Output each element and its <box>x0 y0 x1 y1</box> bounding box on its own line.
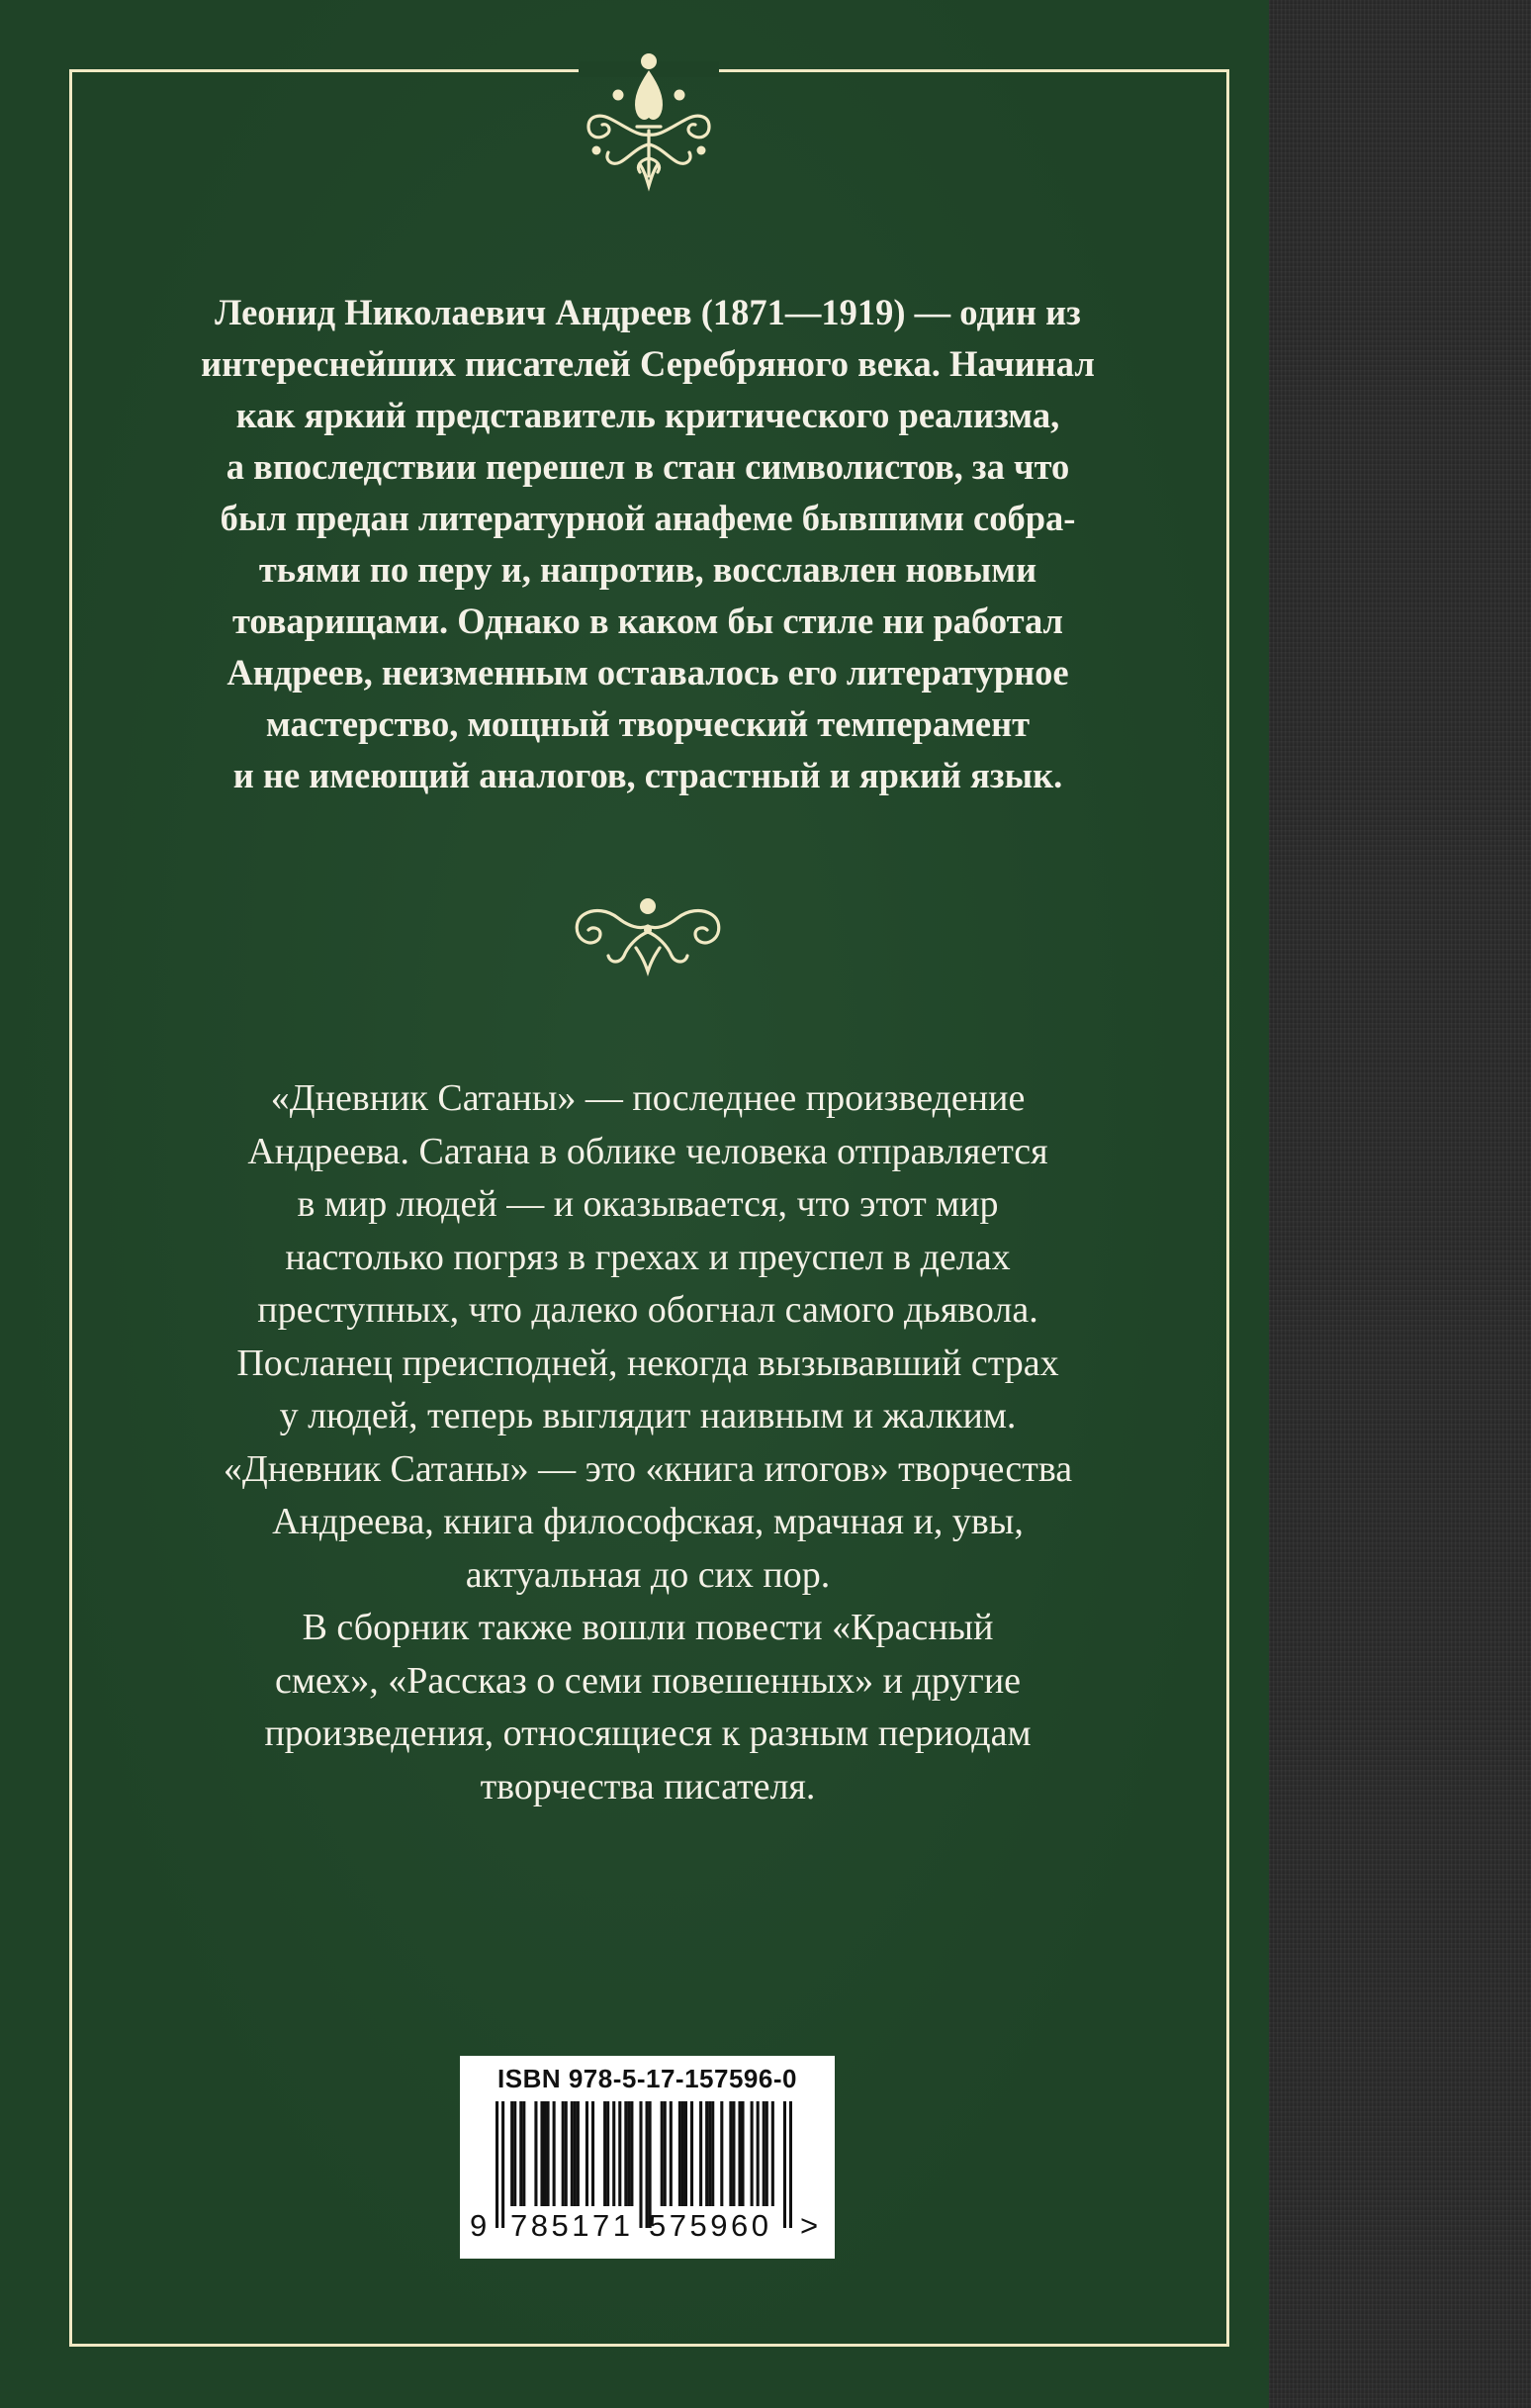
barcode-bar <box>591 2101 594 2206</box>
barcode-bar <box>729 2101 732 2206</box>
barcode-bar <box>664 2101 667 2206</box>
barcode-bar <box>681 2101 684 2206</box>
barcode-bar <box>510 2101 513 2206</box>
barcode-bar <box>612 2101 615 2206</box>
barcode-bar <box>513 2101 516 2206</box>
barcode-bar <box>705 2101 708 2206</box>
barcode-bar <box>501 2101 504 2228</box>
bio-line: мастерство, мощный творческий темперамент <box>265 703 1031 744</box>
barcode-bar <box>661 2101 664 2206</box>
barcode-bar <box>670 2101 673 2206</box>
bio-line: как яркий представитель критического реализма, <box>235 395 1060 435</box>
barcode-arrow: > <box>800 2208 819 2243</box>
spine-texture <box>1269 0 1531 2408</box>
barcode-left-digits: 785171 <box>510 2208 634 2243</box>
barcode-bar <box>783 2101 786 2228</box>
barcode-bar <box>690 2101 693 2206</box>
description-line: произведения, относящиеся к разным периодам <box>264 1713 1032 1754</box>
barcode-bar <box>757 2101 760 2206</box>
barcode-bar <box>708 2101 711 2206</box>
fleur-ornament-icon <box>581 47 717 192</box>
barcode-bar <box>543 2101 546 2206</box>
barcode-bar <box>547 2101 550 2206</box>
barcode-bar <box>534 2101 537 2206</box>
barcode-bar <box>738 2101 741 2206</box>
barcode-bar <box>562 2101 565 2206</box>
barcode-bar <box>789 2101 792 2228</box>
description-line: смех», «Рассказ о семи повешенных» и другие <box>274 1659 1022 1702</box>
barcode-bar <box>732 2101 735 2206</box>
description-line: актуальная до сих пор. <box>465 1553 831 1596</box>
description-line: творчества писателя. <box>480 1765 816 1807</box>
bio-line: Леонид Николаевич Андреев (1871—1919) — один из <box>215 292 1081 332</box>
barcode-bar <box>766 2101 768 2206</box>
barcode-first-digit: 9 <box>470 2208 488 2243</box>
barcode-bar <box>519 2101 522 2206</box>
description-line: В сборник также вошли повести «Красный <box>302 1607 994 1648</box>
description-line: настолько погряз в грехах и преуспел в делах <box>285 1236 1011 1278</box>
bio-line: был предан литературной анафеме бывшими собра- <box>220 498 1076 538</box>
bio-line: товарищами. Однако в каком бы стиле ни работал <box>231 601 1064 641</box>
description-line: у людей, теперь выглядит наивным и жалким. <box>279 1395 1017 1436</box>
barcode-bar <box>574 2101 577 2206</box>
book-description <box>99 1072 1197 1813</box>
description-line: в мир людей — и оказывается, что этот мир <box>297 1183 999 1225</box>
barcode-right-digits: 575960 <box>649 2208 772 2243</box>
barcode-bar <box>627 2101 630 2206</box>
barcode-bar <box>522 2101 525 2206</box>
description-line: Андреева, книга философская, мрачная и, увы, <box>272 1501 1024 1542</box>
barcode-bar <box>639 2101 642 2228</box>
barcode-bar <box>711 2101 714 2206</box>
barcode-bar <box>741 2101 744 2206</box>
barcode-bar <box>763 2101 766 2206</box>
barcode-bar <box>684 2101 687 2206</box>
scroll-divider-icon <box>569 886 727 981</box>
barcode-bar <box>565 2101 568 2206</box>
bio-line: Андреев, неизменным оставалось его литературное <box>226 652 1069 693</box>
isbn-barcode <box>460 2056 835 2259</box>
description-line: «Дневник Сатаны» — это «книга итогов» творчества <box>223 1447 1073 1490</box>
barcode-bar <box>751 2101 754 2206</box>
description-line: преступных, что далеко обогнал самого дьявола. <box>257 1289 1038 1331</box>
barcode-bar <box>678 2101 681 2206</box>
barcode-bar <box>618 2101 621 2206</box>
barcode-bar <box>571 2101 574 2206</box>
barcode-bar <box>553 2101 556 2206</box>
barcode-bar <box>585 2101 588 2206</box>
barcode-bar <box>540 2101 543 2206</box>
barcode-bar <box>771 2101 774 2206</box>
description-line: Андреева. Сатана в облике человека отправляется <box>247 1130 1048 1172</box>
author-bio <box>99 287 1197 801</box>
description-line: Посланец преисподней, некогда вызывавший страх <box>236 1342 1059 1384</box>
bio-line: тьями по перу и, напротив, восславлен новыми <box>258 549 1037 590</box>
barcode-bar <box>630 2101 633 2206</box>
barcode-bar <box>606 2101 609 2206</box>
barcode-bar <box>720 2101 723 2206</box>
barcode-bar <box>624 2101 627 2206</box>
bio-line: интереснейших писателей Серебряного века. Начинал <box>201 343 1095 384</box>
bio-line: и не имеющий аналогов, страстный и яркий язык. <box>232 755 1063 795</box>
bio-line: а впоследствии перешел в стан символистов, за что <box>225 446 1070 487</box>
barcode-bar <box>699 2101 702 2206</box>
barcode-bar <box>495 2101 498 2228</box>
isbn-number: ISBN 978-5-17-157596-0 <box>497 2064 797 2093</box>
description-line: «Дневник Сатаны» — последнее произведение <box>270 1077 1026 1119</box>
barcode-bar <box>603 2101 606 2206</box>
barcode-bar <box>577 2101 580 2206</box>
